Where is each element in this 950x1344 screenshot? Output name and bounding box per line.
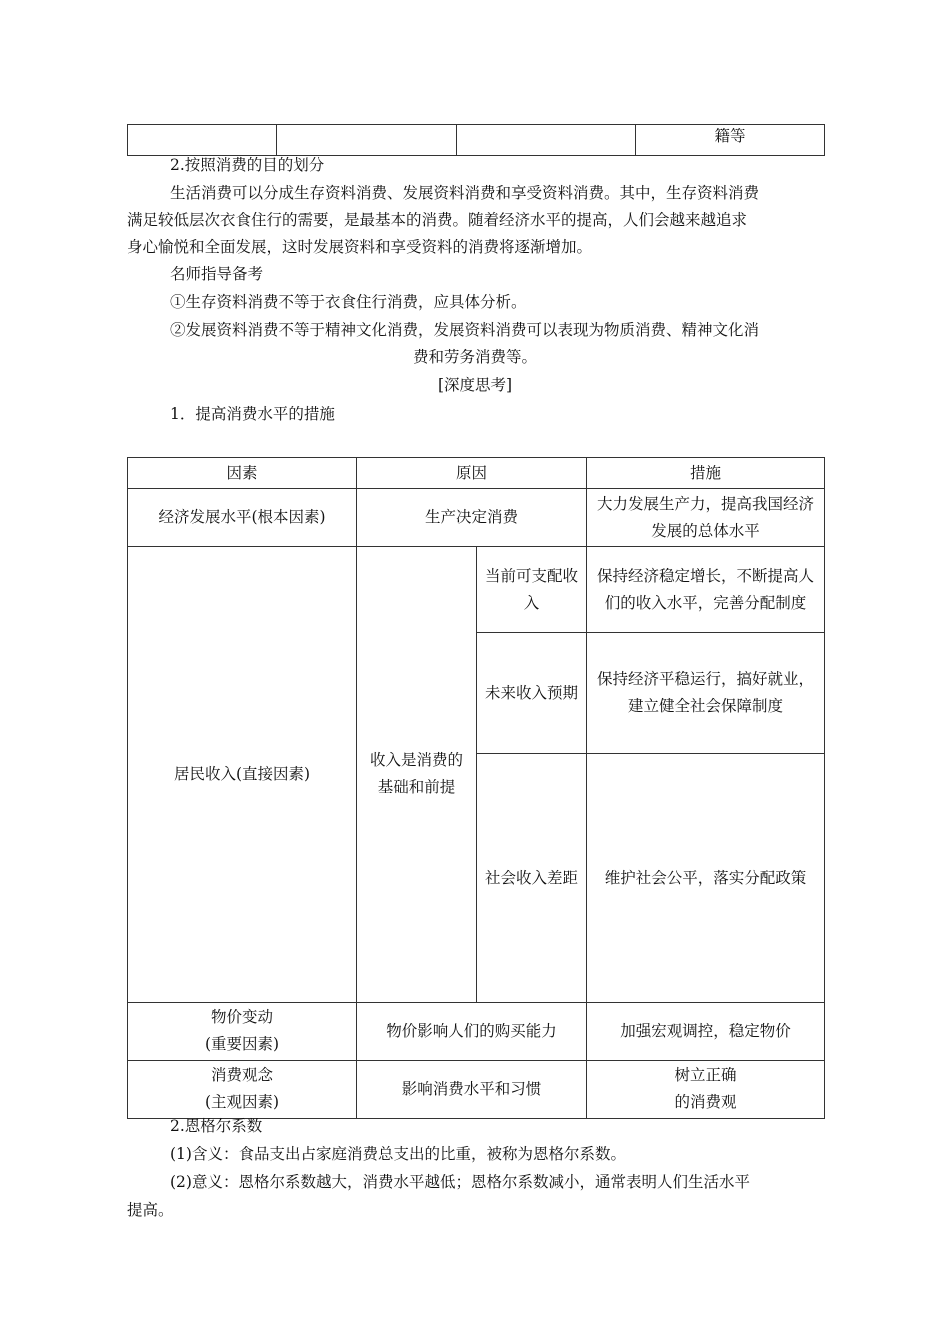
- economy-reason: 生产决定消费: [357, 489, 587, 547]
- concept-measure: [587, 1060, 825, 1118]
- tip-2-line1: ②发展资料消费不等于精神文化消费，发展资料消费可以表现为物质消费、精神文化消: [170, 321, 760, 339]
- deep-think-label: [深度思考]: [437, 376, 513, 394]
- concept-reason: 影响消费水平和习惯: [357, 1060, 587, 1118]
- price-measure: 加强宏观调控，稳定物价: [587, 1002, 825, 1060]
- price-factor: [128, 1002, 357, 1060]
- income-sub-current: 当前可支配收入: [477, 547, 587, 633]
- section2-heading: 2.按照消费的目的划分: [170, 156, 325, 174]
- measures-heading: 1．提高消费水平的措施: [170, 405, 335, 423]
- engel-significance-line1: (2)意义：恩格尔系数越大，消费水平越低；恩格尔系数减小，通常表明人们生活水平: [170, 1173, 750, 1191]
- top-table-text: 籍等: [714, 127, 746, 145]
- top-table-cell: [277, 125, 457, 156]
- income-measure-future: 保持经济平稳运行，搞好就业，建立健全社会保障制度: [587, 633, 825, 754]
- top-table-cell: [636, 125, 825, 156]
- header-measure: 措施: [587, 458, 825, 489]
- concept-measure-line2: 的消费观: [674, 1093, 737, 1112]
- tip-1: ①生存资料消费不等于衣食住行消费，应具体分析。: [170, 293, 527, 311]
- income-sub-gap: 社会收入差距: [477, 754, 587, 1002]
- section2-line1: 生活消费可以分成生存资料消费、发展资料消费和享受资料消费。其中，生存资料消费: [170, 184, 760, 202]
- measures-table: [127, 457, 825, 1119]
- income-measure-current: 保持经济稳定增长，不断提高人们的收入水平，完善分配制度: [587, 547, 825, 633]
- section2-line3: 身心愉悦和全面发展，这时发展资料和享受资料的消费将逐渐增加。: [127, 238, 593, 256]
- tip-2-line2: 费和劳务消费等。: [412, 348, 537, 366]
- concept-factor-line2: (主观因素): [204, 1093, 280, 1112]
- price-factor-line1: 物价变动: [210, 1008, 273, 1027]
- top-table-cell: [128, 125, 277, 156]
- economy-factor: 经济发展水平(根本因素): [128, 489, 357, 547]
- concept-factor: [128, 1060, 357, 1118]
- concept-factor-line1: 消费观念: [210, 1066, 273, 1085]
- top-table-cell: [457, 125, 636, 156]
- header-reason: 原因: [357, 458, 587, 489]
- income-reason: 收入是消费的基础和前提: [357, 547, 477, 1003]
- section2-line2: 满足较低层次衣食住行的需要，是最基本的消费。随着经济水平的提高，人们会越来越追求: [127, 211, 748, 229]
- header-factor: 因素: [128, 458, 357, 489]
- income-factor: 居民收入(直接因素): [128, 547, 357, 1003]
- price-reason: 物价影响人们的购买能力: [357, 1002, 587, 1060]
- concept-measure-line1: 树立正确: [674, 1066, 737, 1085]
- price-factor-line2: (重要因素): [204, 1035, 280, 1054]
- engel-meaning: (1)含义：食品支出占家庭消费总支出的比重，被称为恩格尔系数。: [170, 1145, 626, 1163]
- income-measure-gap: 维护社会公平，落实分配政策: [587, 754, 825, 1002]
- engel-significance-line2: 提高。: [127, 1201, 174, 1219]
- engel-heading: 2.恩格尔系数: [170, 1117, 263, 1135]
- tips-heading: 名师指导备考: [170, 265, 264, 283]
- income-sub-future: 未来收入预期: [477, 633, 587, 754]
- economy-measure: 大力发展生产力，提高我国经济发展的总体水平: [587, 489, 825, 547]
